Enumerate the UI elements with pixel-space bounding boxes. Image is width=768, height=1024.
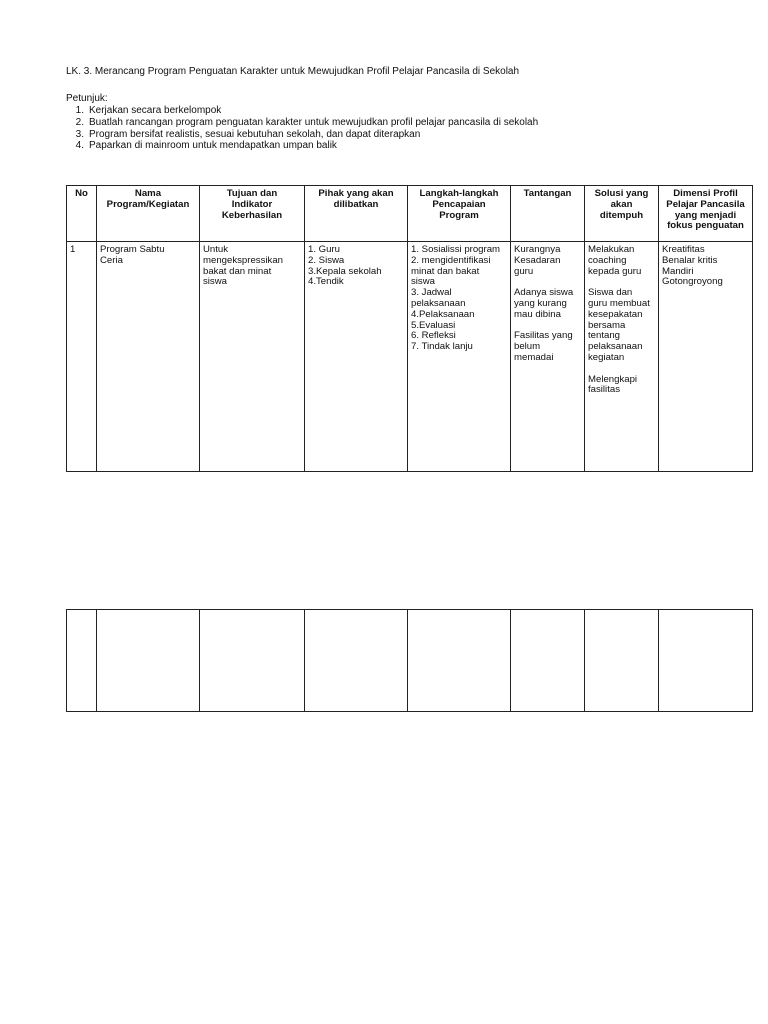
cell-tujuan: [200, 242, 305, 472]
cell-line: 5.Evaluasi: [411, 319, 456, 331]
cell-line: memadai: [514, 351, 554, 363]
cell-no: 1: [67, 242, 97, 472]
cell-line: Tantangan: [523, 188, 572, 199]
cell-line: tentang: [588, 330, 621, 342]
cell-line: 1. Sosialissi program: [411, 244, 501, 255]
cell-line: Program: [439, 209, 479, 221]
cell-line: Dimensi Profil: [673, 188, 738, 199]
cell-line: Gotongroyong: [662, 276, 723, 288]
header-pihak: [305, 186, 408, 242]
cell-line: kesepakatan: [588, 308, 643, 320]
cell-line: 1. Guru: [308, 244, 340, 255]
cell-line: 2. Siswa: [308, 254, 345, 266]
header-tujuan: [200, 186, 305, 242]
cell-line: belum: [514, 341, 541, 353]
cell-line: Kesadaran: [514, 254, 561, 266]
header-nama: [97, 186, 200, 242]
cell-line: Pencapaian: [432, 198, 486, 210]
instructions-list: [66, 105, 538, 152]
cell-line: 7. Tindak lanju: [411, 341, 473, 353]
cell-line: Melakukan: [588, 244, 635, 255]
cell-solusi: [585, 242, 659, 472]
cell-line: Langkah-langkah: [419, 188, 499, 199]
cell-line: Pelajar Pancasila: [666, 198, 745, 210]
cell-line: pelaksanaan: [411, 297, 466, 309]
header-dimensi: [659, 186, 753, 242]
cell-line: yang menjadi: [674, 209, 737, 221]
cell-line: Program/Kegiatan: [106, 198, 190, 210]
cell-line: Adanya siswa: [514, 287, 574, 299]
cell-line: akan: [610, 198, 633, 210]
cell-line: fokus penguatan: [667, 220, 744, 232]
cell-line: Untuk: [203, 244, 229, 255]
cell-line: yang kurang: [514, 297, 567, 309]
cell-line: 2. mengidentifikasi: [411, 254, 491, 266]
empty-table: [66, 609, 753, 712]
cell-line: Solusi yang: [594, 188, 649, 199]
header-solusi: [585, 186, 659, 242]
cell-line: kegiatan: [588, 351, 625, 363]
cell-line: Program Sabtu: [100, 244, 165, 255]
cell-line: Ceria: [100, 254, 123, 266]
instruction-item: 2. Buatlah rancangan program penguatan karakter untuk mewujudkan profil pelajar pancasila di sekolah: [75, 116, 539, 128]
empty-cell: [659, 610, 753, 712]
empty-cell: [200, 610, 305, 712]
cell-line: 4.Tendik: [308, 276, 344, 288]
instruction-item: 3. Program bersifat realistis, sesuai kebutuhan sekolah, dan dapat diterapkan: [75, 128, 421, 140]
cell-line: guru membuat: [588, 297, 650, 309]
cell-line: Melengkapi: [588, 373, 638, 385]
cell-line: 4.Pelaksanaan: [411, 308, 475, 320]
cell-line: Tujuan dan: [226, 188, 278, 199]
cell-line: Indikator: [231, 198, 273, 210]
empty-cell: [585, 610, 659, 712]
cell-line: fasilitas: [588, 384, 620, 396]
cell-langkah: [408, 242, 511, 472]
cell-line: Kreatifitas: [662, 244, 705, 255]
cell-line: mau dibina: [514, 308, 561, 320]
empty-cell: [511, 610, 585, 712]
cell-tantangan: [511, 242, 585, 472]
empty-cell: [408, 610, 511, 712]
cell-line: Fasilitas yang: [514, 330, 573, 342]
table-row: [67, 242, 753, 472]
header-tantangan: [511, 186, 585, 242]
cell-line: kepada guru: [588, 265, 642, 277]
table-header-row: [67, 186, 753, 242]
cell-line: siswa: [411, 276, 435, 288]
cell-line: Pihak yang akan: [318, 188, 394, 199]
header-no: No: [67, 186, 97, 242]
cell-pihak: [305, 242, 408, 472]
cell-line: minat dan bakat: [411, 265, 480, 277]
instructions-label: Petunjuk:: [66, 93, 108, 104]
cell-line: 3. Jadwal: [411, 287, 452, 299]
cell-nama: [97, 242, 200, 472]
empty-cell: [305, 610, 408, 712]
cell-line: pelaksanaan: [588, 341, 643, 353]
cell-line: ditempuh: [599, 209, 644, 221]
document-title: LK. 3. Merancang Program Penguatan Karakter untuk Mewujudkan Profil Pelajar Pancasila di Sekolah: [66, 66, 520, 77]
cell-line: Benalar kritis: [662, 254, 718, 266]
cell-line: bakat dan minat: [203, 265, 272, 277]
cell-line: Siswa dan: [588, 287, 633, 299]
cell-line: Kurangnya: [514, 244, 561, 255]
cell-line: Keberhasilan: [221, 209, 283, 221]
cell-dimensi: [659, 242, 753, 472]
cell-line: Nama: [134, 188, 162, 199]
cell-line: siswa: [203, 276, 227, 288]
instruction-item: 1. Kerjakan secara berkelompok: [75, 105, 222, 116]
cell-line: Mandiri: [662, 265, 694, 277]
cell-line: 3.Kepala sekolah: [308, 265, 382, 277]
cell-line: guru: [514, 265, 534, 277]
cell-line: coaching: [588, 254, 627, 266]
empty-cell: [67, 610, 97, 712]
program-table: [66, 185, 753, 472]
cell-line: [588, 364, 655, 375]
cell-line: 6. Refleksi: [411, 330, 456, 342]
header-langkah: [408, 186, 511, 242]
cell-line: mengekspressikan: [203, 254, 283, 266]
instruction-item: 4. Paparkan di mainroom untuk mendapatkan umpan balik: [75, 140, 337, 152]
cell-line: bersama: [588, 319, 626, 331]
cell-line: dilibatkan: [333, 198, 379, 210]
empty-cell: [97, 610, 200, 712]
empty-table-row: [67, 610, 753, 712]
